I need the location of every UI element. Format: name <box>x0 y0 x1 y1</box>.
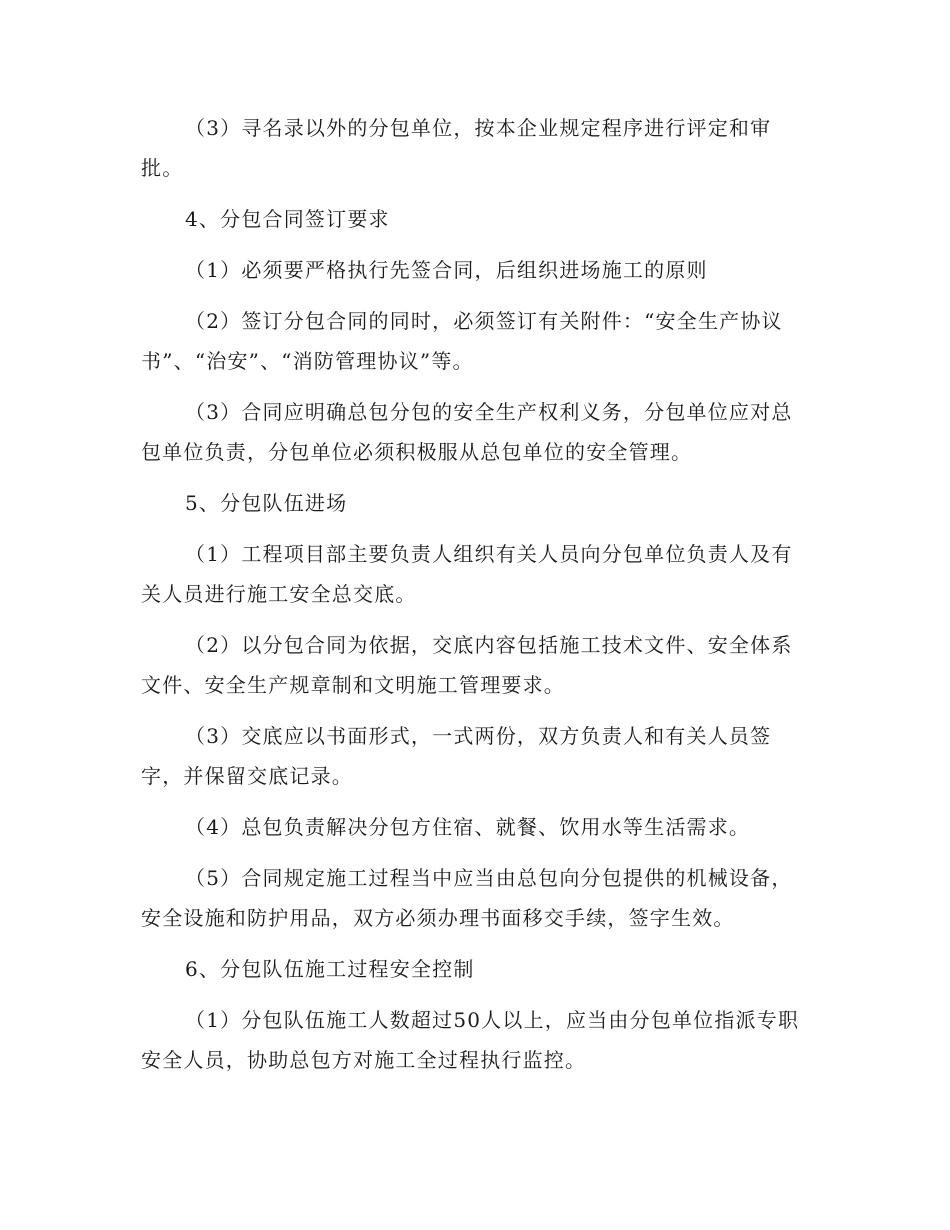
section-heading-5: 5、分包队伍进场 <box>185 491 348 515</box>
paragraph-5-1: （1）工程项目部主要负责人组织有关人员向分包单位负责人及有关人员进行施工安全总交底。 <box>141 542 793 606</box>
section-heading-6: 6、分包队伍施工过程安全控制 <box>185 957 475 981</box>
paragraph-5-2: （2）以分包合同为依据，交底内容包括施工技术文件、安全体系文件、安全生产规章制和文明施工管理要求。 <box>141 633 793 697</box>
paragraph-3-evaluate-outside-list: （3）寻名录以外的分包单位，按本企业规定程序进行评定和审批。 <box>141 116 772 180</box>
paragraph-5-5: （5）合同规定施工过程当中应当由总包向分包提供的机械设备，安全设施和防护用品，双方必须办理书面移交手续，签字生效。 <box>141 866 793 930</box>
paragraph-5-4: （4）总包负责解决分包方住宿、就餐、饮用水等生活需求。 <box>185 815 751 839</box>
paragraph-5-3: （3）交底应以书面形式，一式两份，双方负责人和有关人员签字，并保留交底记录。 <box>141 724 772 788</box>
section-heading-4: 4、分包合同签订要求 <box>185 207 390 231</box>
paragraph-6-1: （1）分包队伍施工人数超过50人以上，应当由分包单位指派专职安全人员，协助总包方对施工全过程执行监控。 <box>141 1008 800 1072</box>
paragraph-4-1: （1）必须要严格执行先签合同，后组织进场施工的原则 <box>185 258 708 282</box>
paragraph-4-2: （2）签订分包合同的同时，必须签订有关附件：“安全生产协议书”、“治安”、“消防管理协议”等。 <box>141 309 783 373</box>
document-body <box>141 108 809 1091</box>
paragraph-4-3: （3）合同应明确总包分包的安全生产权利义务，分包单位应对总包单位负责，分包单位必须积极服从总包单位的安全管理。 <box>141 400 793 464</box>
